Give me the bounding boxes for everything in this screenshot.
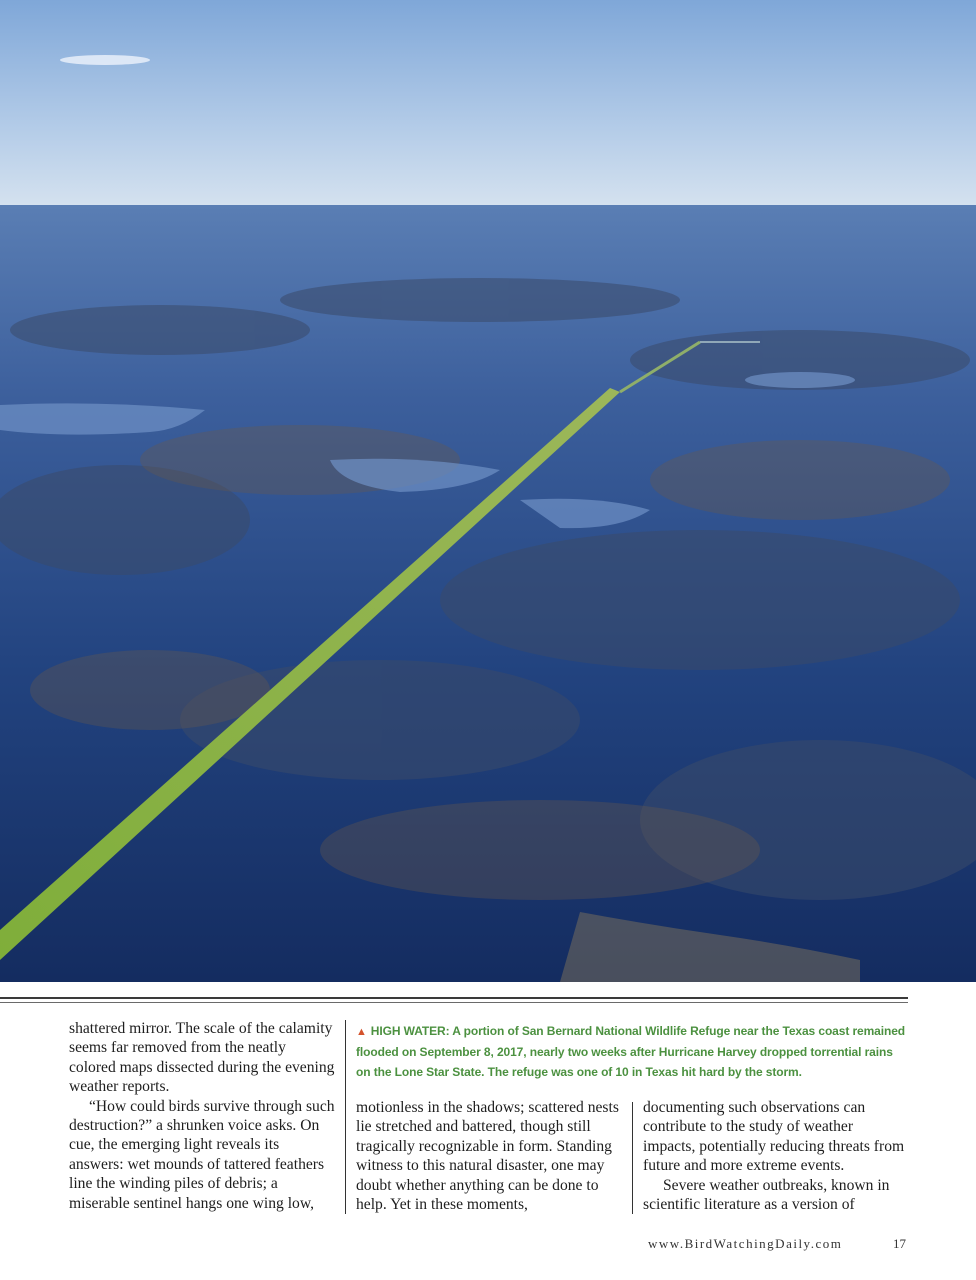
caption-marker-icon: ▲ xyxy=(356,1026,367,1038)
photo-caption xyxy=(356,1021,908,1082)
body-paragraph: Severe weather outbreaks, known in scientific literature as a version of xyxy=(643,1176,890,1214)
body-paragraph: documenting such observations can contribute to the study of weather impacts, potentially reducing threats from future and more extreme events. xyxy=(643,1099,905,1175)
body-column-3 xyxy=(643,1098,907,1214)
body-paragraph: “How could birds survive through such destruction?” a shrunken voice asks. On cue, the emerging light reveals its answers: wet mounds of tattered feathers line the winding piles of debris; a miserable sentinel hangs one wing low, xyxy=(69,1097,335,1212)
section-divider-thick xyxy=(0,997,908,999)
section-divider-thin xyxy=(0,1002,908,1003)
column-divider xyxy=(632,1102,633,1214)
body-paragraph: shattered mirror. The scale of the calamity seems far removed from the neatly colored maps dissected during the evening weather reports. xyxy=(69,1020,335,1096)
body-column-2 xyxy=(356,1098,620,1214)
page-number: 17 xyxy=(893,1236,906,1251)
body-column-1 xyxy=(69,1019,335,1213)
footer-url[interactable]: www.BirdWatchingDaily.com xyxy=(648,1236,843,1251)
caption-text: HIGH WATER: A portion of San Bernard National Wildlife Refuge near the Texas coast remained flooded on September 8, 2017, nearly two weeks after Hurricane Harvey dropped torrential rains on the Lone Star State. The refuge was one of 10 in Texas hit hard by the storm. xyxy=(356,1024,906,1079)
column-divider xyxy=(345,1020,346,1214)
body-paragraph: motionless in the shadows; scattered nests lie stretched and battered, though still tragically recognizable in form. Standing witness to this natural disaster, one may doubt whether anything can be done to help. Yet in these moments, xyxy=(356,1099,619,1214)
